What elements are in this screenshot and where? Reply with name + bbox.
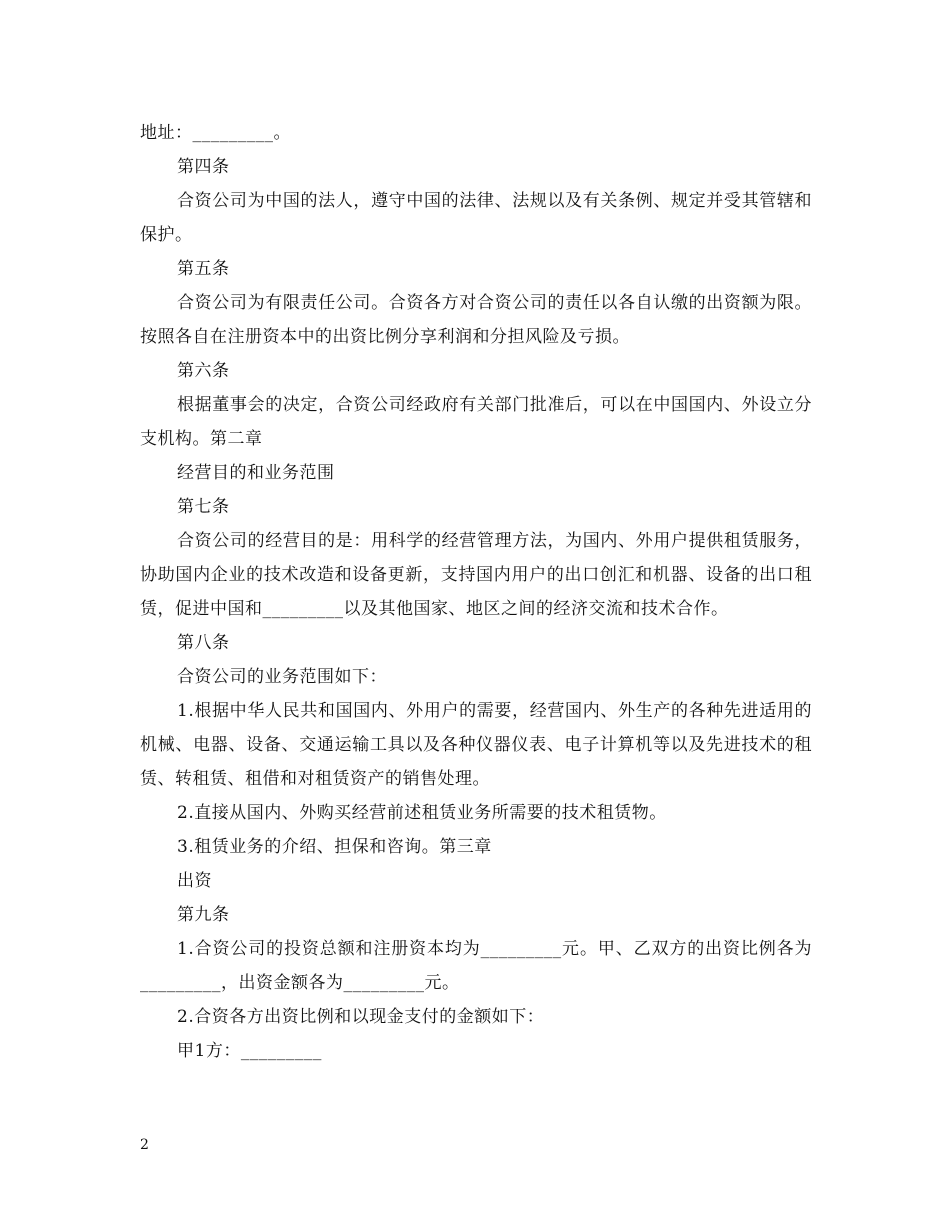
chapter-3-title: 出资 bbox=[177, 871, 212, 891]
article-9-item-2: 2.合资各方出资比例和以现金支付的金额如下： bbox=[177, 1007, 545, 1027]
page-number: 2 bbox=[140, 1137, 149, 1153]
article-4-heading: 第四条 bbox=[177, 157, 230, 177]
article-8-item-2: 2.直接从国内、外购买经营前述租赁业务所需要的技术租赁物。 bbox=[177, 803, 667, 823]
article-7-text: 合资公司的经营目的是：用科学的经营管理方法，为国内、外用户提供租赁服务，协助国内企业的技术改造和设备更新，支持国内用户的出口创汇和机器、设备的出口租赁，促进中国和_________以及其他国家、地区之间的经济交流和技术合作。 bbox=[140, 531, 812, 619]
article-6-text: 根据董事会的决定，合资公司经政府有关部门批准后，可以在中国国内、外设立分支机构。第二章 bbox=[140, 395, 812, 449]
article-5-text: 合资公司为有限责任公司。合资各方对合资公司的责任以各自认缴的出资额为限。按照各自在注册资本中的出资比例分享利润和分担风险及亏损。 bbox=[140, 293, 812, 347]
article-5-heading: 第五条 bbox=[177, 259, 230, 279]
article-8-intro: 合资公司的业务范围如下： bbox=[177, 667, 387, 687]
address-line: 地址：_________。 bbox=[140, 123, 291, 143]
chapter-2-title: 经营目的和业务范围 bbox=[177, 463, 335, 483]
article-9-heading: 第九条 bbox=[177, 905, 230, 925]
article-8-item-1: 1.根据中华人民共和国国内、外用户的需要，经营国内、外生产的各种先进适用的机械、电器、设备、交通运输工具以及各种仪器仪表、电子计算机等以及先进技术的租赁、转租赁、租借和对租赁资产的销售处理。 bbox=[140, 701, 812, 789]
article-9-item-1: 1.合资公司的投资总额和注册资本均为_________元。甲、乙双方的出资比例各为_________，出资金额各为_________元。 bbox=[140, 939, 812, 993]
document-body bbox=[140, 116, 812, 1068]
party-a1-line: 甲1方：_________ bbox=[177, 1041, 322, 1061]
article-8-item-3: 3.租赁业务的介绍、担保和咨询。第三章 bbox=[177, 837, 492, 857]
article-7-heading: 第七条 bbox=[177, 497, 230, 517]
article-6-heading: 第六条 bbox=[177, 361, 230, 381]
article-4-text: 合资公司为中国的法人，遵守中国的法律、法规以及有关条例、规定并受其管辖和保护。 bbox=[140, 191, 812, 245]
article-8-heading: 第八条 bbox=[177, 633, 230, 653]
